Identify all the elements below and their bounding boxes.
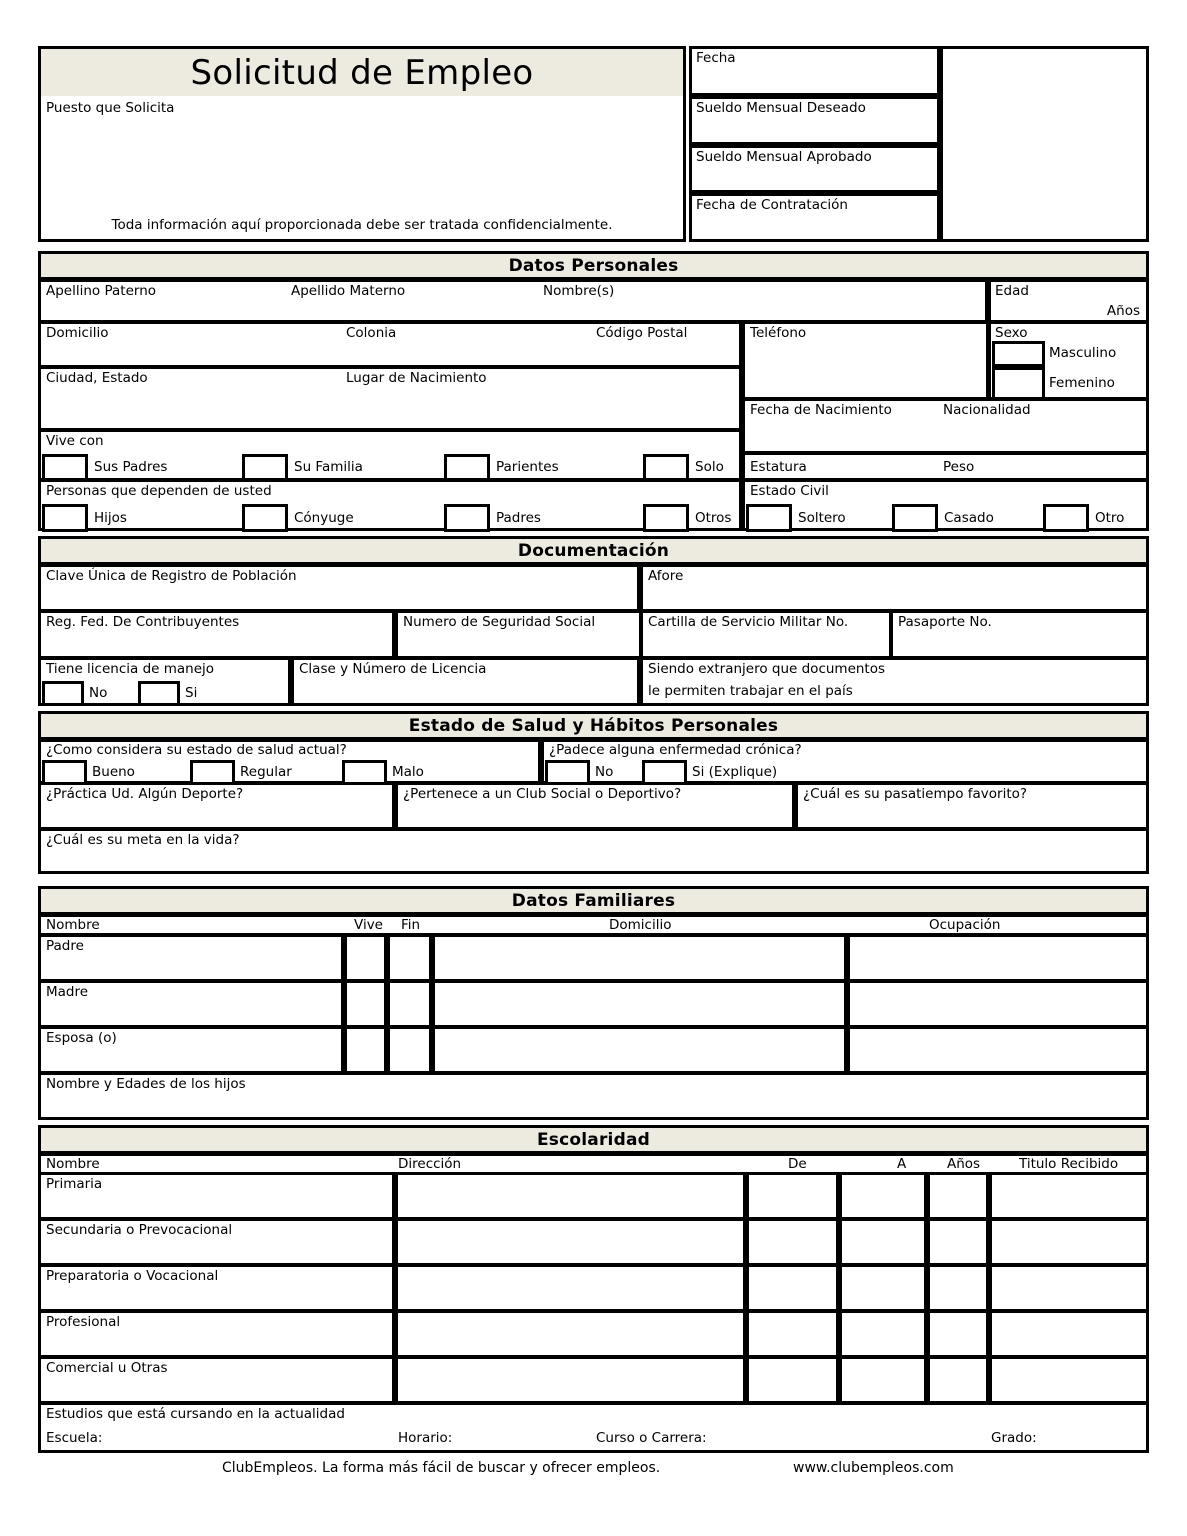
- section-header-datos-personales: [38, 251, 1149, 280]
- field-clase-licencia[interactable]: [291, 657, 640, 706]
- label-dependiente-padres: Padres: [496, 510, 541, 526]
- label-nombres: Nombre(s): [543, 283, 615, 299]
- table-row-escolaridad-secundaria-titulo[interactable]: [989, 1218, 1149, 1266]
- label-otro-civil: Otro: [1095, 510, 1125, 526]
- field-nombre-completo[interactable]: [38, 279, 988, 323]
- label-pasatiempo: ¿Cuál es su pasatiempo favorito?: [803, 786, 1028, 802]
- label-soltero: Soltero: [798, 510, 846, 526]
- table-row-familiar-padre-domicilio[interactable]: [432, 934, 847, 982]
- label-fecha-nacimiento: Fecha de Nacimiento: [750, 402, 892, 418]
- label-curp: Clave Única de Registro de Población: [46, 568, 297, 584]
- checkbox-licencia-si[interactable]: [138, 681, 180, 706]
- table-row-familiar-madre-nombre[interactable]: [38, 980, 344, 1028]
- label-afore: Afore: [648, 568, 684, 584]
- table-row-escolaridad-secundaria-nombre[interactable]: [38, 1218, 395, 1266]
- label-extranjero-line2: le permiten trabajar en el país: [648, 683, 853, 699]
- section-header-datos-familiares: [38, 886, 1149, 915]
- label-clase-licencia: Clase y Número de Licencia: [299, 661, 487, 677]
- label-licencia-si: Si: [185, 685, 198, 701]
- field-telefono[interactable]: [742, 321, 989, 400]
- field-licencia-manejo: [38, 657, 291, 706]
- label-masculino: Masculino: [1049, 345, 1117, 361]
- label-vive-parientes: Parientes: [496, 459, 559, 475]
- table-row-escolaridad-preparatoria-a[interactable]: [839, 1264, 927, 1312]
- checkbox-dependiente-otros[interactable]: [643, 504, 689, 532]
- label-personas-dependientes: Personas que dependen de usted: [46, 483, 272, 499]
- label-cronica-pregunta: ¿Padece alguna enfermedad crónica?: [549, 742, 802, 758]
- label-familiar-esposa: Esposa (o): [46, 1030, 117, 1046]
- col-familiares-nombre: Nombre: [46, 917, 100, 933]
- table-row-escolaridad-profesional-a[interactable]: [839, 1310, 927, 1358]
- col-escolaridad-de: De: [788, 1156, 807, 1172]
- table-row-escolaridad-primaria-anios[interactable]: [927, 1172, 989, 1220]
- table-row-escolaridad-secundaria-de[interactable]: [746, 1218, 839, 1266]
- field-nss[interactable]: [395, 610, 642, 659]
- field-domicilio-colonia-cp[interactable]: [38, 321, 742, 368]
- table-row-familiar-padre-ocupacion[interactable]: [847, 934, 1149, 982]
- checkbox-soltero[interactable]: [746, 504, 792, 532]
- label-salud-malo: Malo: [392, 764, 424, 780]
- table-row-escolaridad-preparatoria-direccion[interactable]: [395, 1264, 746, 1312]
- label-meta-vida: ¿Cuál es su meta en la vida?: [46, 832, 240, 848]
- table-row-familiar-padre-fin[interactable]: [387, 934, 432, 982]
- field-sueldo-aprobado[interactable]: [689, 145, 940, 193]
- field-fecha-contratacion[interactable]: [689, 193, 940, 242]
- field-sexo: [988, 321, 1149, 400]
- col-escolaridad-direccion: Dirección: [398, 1156, 462, 1172]
- label-escolaridad-comercial: Comercial u Otras: [46, 1360, 168, 1376]
- field-pasatiempo[interactable]: [795, 782, 1149, 830]
- section-header-documentacion: [38, 536, 1149, 565]
- table-row-escolaridad-preparatoria-anios[interactable]: [927, 1264, 989, 1312]
- checkbox-vive-su-familia[interactable]: [242, 454, 288, 481]
- table-row-familiar-esposa-fin[interactable]: [387, 1026, 432, 1074]
- checkbox-dependiente-padres[interactable]: [444, 504, 490, 532]
- section-title-escolaridad: Escolaridad: [536, 1129, 650, 1150]
- label-dependiente-otros: Otros: [695, 510, 732, 526]
- confidential-note: Toda información aquí proporcionada debe ser tratada confidencialmente.: [111, 217, 613, 233]
- col-escolaridad-anios: Años: [947, 1156, 981, 1172]
- label-cronica-si: Si (Explique): [692, 764, 778, 780]
- label-apellido-paterno: Apellino Paterno: [46, 283, 157, 299]
- table-row-escolaridad-comercial-anios[interactable]: [927, 1356, 989, 1404]
- table-row-escolaridad-preparatoria-titulo[interactable]: [989, 1264, 1149, 1312]
- col-familiares-domicilio: Domicilio: [609, 917, 672, 933]
- field-edad[interactable]: [988, 279, 1149, 323]
- table-row-escolaridad-primaria-titulo[interactable]: [989, 1172, 1149, 1220]
- label-fecha-contratacion: Fecha de Contratación: [696, 197, 848, 213]
- table-row-escolaridad-profesional-de[interactable]: [746, 1310, 839, 1358]
- label-escolaridad-secundaria: Secundaria o Prevocacional: [46, 1222, 233, 1238]
- label-puesto-solicita: Puesto que Solicita: [46, 100, 175, 116]
- footer-website: www.clubempleos.com: [793, 1460, 954, 1476]
- field-afore[interactable]: [640, 564, 1149, 612]
- label-estatura: Estatura: [750, 459, 807, 475]
- label-lugar-nacimiento: Lugar de Nacimiento: [346, 370, 487, 386]
- section-header-salud: [38, 711, 1149, 740]
- label-escolaridad-profesional: Profesional: [46, 1314, 121, 1330]
- field-cartilla-militar[interactable]: [640, 610, 892, 659]
- label-apellido-materno: Apellido Materno: [291, 283, 406, 299]
- table-row-familiar-madre-ocupacion[interactable]: [847, 980, 1149, 1028]
- col-escolaridad-a: A: [897, 1156, 907, 1172]
- col-familiares-fin: Fin: [401, 917, 421, 933]
- table-row-escolaridad-comercial-de[interactable]: [746, 1356, 839, 1404]
- label-nombre-edades-hijos: Nombre y Edades de los hijos: [46, 1076, 246, 1092]
- checkbox-dependiente-conyuge[interactable]: [242, 504, 288, 532]
- label-edad: Edad: [995, 283, 1029, 299]
- checkbox-dependiente-hijos[interactable]: [42, 504, 88, 532]
- label-vive-sus-padres: Sus Padres: [94, 459, 168, 475]
- table-row-escolaridad-primaria-de[interactable]: [746, 1172, 839, 1220]
- table-row-familiar-madre-fin[interactable]: [387, 980, 432, 1028]
- section-title-salud: Estado de Salud y Hábitos Personales: [408, 715, 779, 736]
- label-dependiente-conyuge: Cónyuge: [294, 510, 354, 526]
- label-sueldo-aprobado: Sueldo Mensual Aprobado: [696, 149, 872, 165]
- table-row-escolaridad-secundaria-a[interactable]: [839, 1218, 927, 1266]
- table-row-escolaridad-comercial-titulo[interactable]: [989, 1356, 1149, 1404]
- field-curp[interactable]: [38, 564, 640, 612]
- label-salud-bueno: Bueno: [92, 764, 135, 780]
- header-left-block: [38, 46, 686, 242]
- field-club-social[interactable]: [395, 782, 795, 830]
- label-colonia: Colonia: [346, 325, 397, 341]
- table-row-escolaridad-comercial-direccion[interactable]: [395, 1356, 746, 1404]
- table-row-escolaridad-primaria-direccion[interactable]: [395, 1172, 746, 1220]
- col-escolaridad-titulo: Titulo Recibido: [1019, 1156, 1119, 1172]
- checkbox-vive-sus-padres[interactable]: [42, 454, 88, 481]
- label-horario: Horario:: [398, 1430, 453, 1446]
- label-practica-deporte: ¿Práctica Ud. Algún Deporte?: [46, 786, 244, 802]
- field-pasaporte[interactable]: [890, 610, 1149, 659]
- checkbox-femenino[interactable]: [992, 367, 1045, 400]
- familiares-header-row: [38, 914, 1149, 936]
- field-enfermedad-cronica: [541, 739, 1149, 784]
- table-row-escolaridad-profesional-titulo[interactable]: [989, 1310, 1149, 1358]
- section-header-escolaridad: [38, 1125, 1149, 1154]
- label-domicilio: Domicilio: [46, 325, 109, 341]
- table-row-escolaridad-primaria-a[interactable]: [839, 1172, 927, 1220]
- table-row-escolaridad-profesional-anios[interactable]: [927, 1310, 989, 1358]
- table-row-escolaridad-preparatoria-de[interactable]: [746, 1264, 839, 1312]
- section-title-documentacion: Documentación: [517, 540, 670, 561]
- table-row-familiar-madre-vive[interactable]: [344, 980, 387, 1028]
- label-sueldo-deseado: Sueldo Mensual Deseado: [696, 100, 866, 116]
- checkbox-masculino[interactable]: [992, 341, 1045, 367]
- field-estudios-actuales[interactable]: [38, 1402, 1149, 1453]
- table-row-escolaridad-profesional-nombre[interactable]: [38, 1310, 395, 1358]
- label-nacionalidad: Nacionalidad: [943, 402, 1031, 418]
- page-title: Solicitud de Empleo: [190, 52, 534, 93]
- label-dependiente-hijos: Hijos: [94, 510, 127, 526]
- checkbox-otro-civil[interactable]: [1043, 504, 1089, 532]
- col-familiares-ocupacion: Ocupación: [929, 917, 1001, 933]
- label-estudios-actuales: Estudios que está cursando en la actualidad: [46, 1406, 345, 1422]
- label-telefono: Teléfono: [750, 325, 807, 341]
- field-estatura-peso[interactable]: [742, 452, 1149, 481]
- col-familiares-vive: Vive: [354, 917, 383, 933]
- label-club-social: ¿Pertenece a un Club Social o Deportivo?: [403, 786, 682, 802]
- table-row-escolaridad-secundaria-direccion[interactable]: [395, 1218, 746, 1266]
- table-row-escolaridad-comercial-nombre[interactable]: [38, 1356, 395, 1404]
- section-title-datos-familiares: Datos Familiares: [511, 890, 676, 911]
- label-rfc: Reg. Fed. De Contribuyentes: [46, 614, 240, 630]
- label-estado-civil: Estado Civil: [750, 483, 829, 499]
- label-pasaporte: Pasaporte No.: [898, 614, 992, 630]
- field-estado-salud: [38, 739, 541, 784]
- label-vive-con: Vive con: [46, 433, 104, 449]
- label-ciudad-estado: Ciudad, Estado: [46, 370, 148, 386]
- field-meta-vida[interactable]: [38, 828, 1149, 874]
- label-anios: Años: [1106, 303, 1140, 319]
- label-salud-regular: Regular: [240, 764, 292, 780]
- field-rfc[interactable]: [38, 610, 395, 659]
- label-extranjero-line1: Siendo extranjero que documentos: [648, 661, 886, 677]
- label-escuela: Escuela:: [46, 1430, 103, 1446]
- label-fecha: Fecha: [696, 50, 736, 66]
- label-cartilla-militar: Cartilla de Servicio Militar No.: [648, 614, 849, 630]
- checkbox-licencia-no[interactable]: [42, 681, 84, 706]
- table-row-escolaridad-primaria-nombre[interactable]: [38, 1172, 395, 1220]
- checkbox-casado[interactable]: [892, 504, 938, 532]
- section-title-datos-personales: Datos Personales: [508, 255, 679, 276]
- label-casado: Casado: [944, 510, 994, 526]
- label-curso-carrera: Curso o Carrera:: [596, 1430, 707, 1446]
- label-nss: Numero de Seguridad Social: [403, 614, 596, 630]
- table-row-escolaridad-profesional-direccion[interactable]: [395, 1310, 746, 1358]
- table-row-escolaridad-comercial-a[interactable]: [839, 1356, 927, 1404]
- label-cronica-no: No: [595, 764, 614, 780]
- field-fecha[interactable]: [689, 46, 940, 96]
- field-estado-civil: [742, 479, 1149, 531]
- field-fecha-nacimiento-nacionalidad[interactable]: [742, 398, 1149, 454]
- table-row-familiar-padre-nombre[interactable]: [38, 934, 344, 982]
- field-vive-con: [38, 429, 742, 481]
- table-row-familiar-esposa-nombre[interactable]: [38, 1026, 344, 1074]
- field-ciudad-lugar-nacimiento[interactable]: [38, 366, 742, 431]
- footer-tagline: ClubEmpleos. La forma más fácil de buscar y ofrecer empleos.: [222, 1460, 661, 1476]
- checkbox-vive-solo[interactable]: [643, 454, 689, 481]
- label-licencia-no: No: [89, 685, 108, 701]
- label-escolaridad-primaria: Primaria: [46, 1176, 103, 1192]
- label-estado-salud-pregunta: ¿Como considera su estado de salud actual?: [46, 742, 347, 758]
- label-vive-su-familia: Su Familia: [294, 459, 363, 475]
- label-codigo-postal: Código Postal: [596, 325, 688, 341]
- label-grado: Grado:: [991, 1430, 1037, 1446]
- label-peso: Peso: [943, 459, 975, 475]
- table-row-familiar-esposa-vive[interactable]: [344, 1026, 387, 1074]
- field-personas-dependientes: [38, 479, 742, 531]
- field-practica-deporte[interactable]: [38, 782, 395, 830]
- label-escolaridad-preparatoria: Preparatoria o Vocacional: [46, 1268, 219, 1284]
- table-row-familiar-esposa-ocupacion[interactable]: [847, 1026, 1149, 1074]
- table-row-familiar-madre-domicilio[interactable]: [432, 980, 847, 1028]
- label-femenino: Femenino: [1049, 375, 1115, 391]
- checkbox-vive-parientes[interactable]: [444, 454, 490, 481]
- table-row-familiar-esposa-domicilio[interactable]: [432, 1026, 847, 1074]
- field-documentos-extranjero[interactable]: [640, 657, 1149, 706]
- label-sexo: Sexo: [995, 325, 1028, 341]
- label-licencia-manejo: Tiene licencia de manejo: [46, 661, 215, 677]
- field-sueldo-deseado[interactable]: [689, 96, 940, 145]
- table-row-familiar-padre-vive[interactable]: [344, 934, 387, 982]
- form-title-band: [41, 49, 683, 96]
- field-header-notes[interactable]: [940, 46, 1149, 242]
- col-escolaridad-nombre: Nombre: [46, 1156, 100, 1172]
- table-row-escolaridad-preparatoria-nombre[interactable]: [38, 1264, 395, 1312]
- table-row-escolaridad-secundaria-anios[interactable]: [927, 1218, 989, 1266]
- label-vive-solo: Solo: [695, 459, 724, 475]
- field-nombre-edades-hijos[interactable]: [38, 1072, 1149, 1120]
- label-familiar-madre: Madre: [46, 984, 89, 1000]
- label-familiar-padre: Padre: [46, 938, 84, 954]
